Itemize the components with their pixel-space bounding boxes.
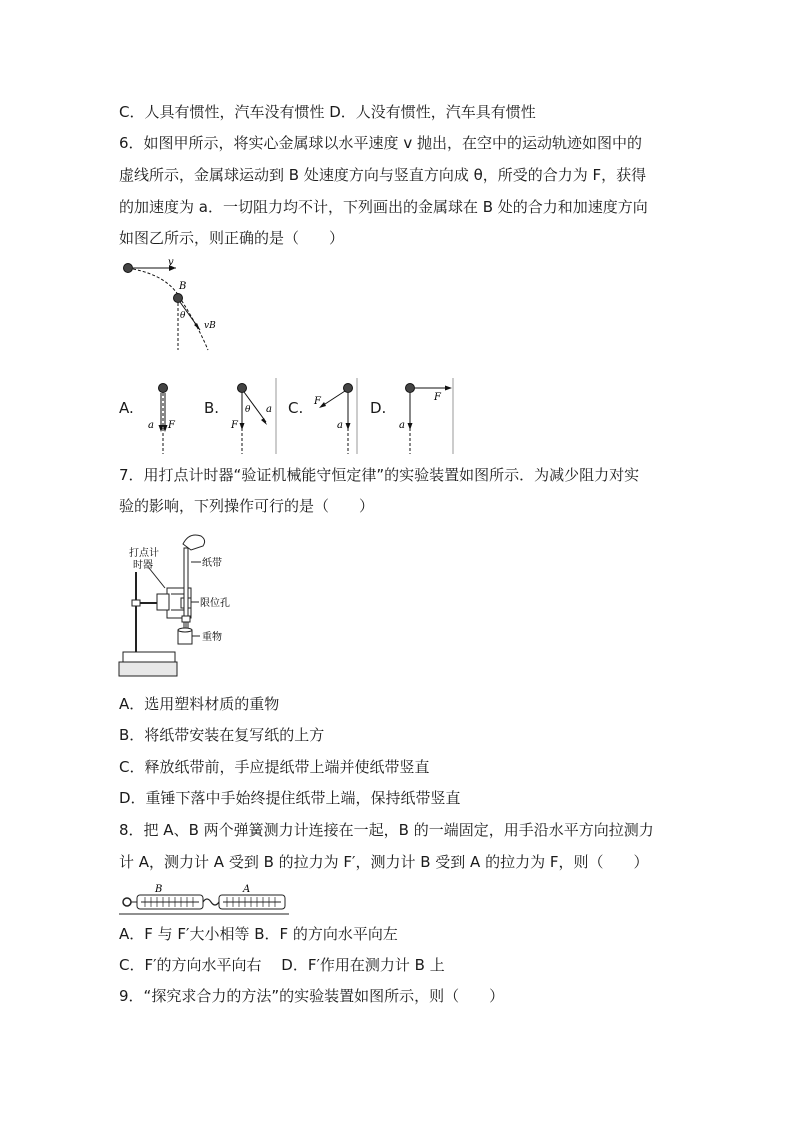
q6-option-b-letter: B. <box>204 399 220 417</box>
q8-options-c-d: C．F′的方向水平向右 D．F′作用在测力计 B 上 <box>119 956 445 974</box>
q6-option-d-figure <box>390 378 460 454</box>
q6-stem-line-2: 虚线所示，金属球运动到 B 处速度方向与竖直方向成 θ，所受的合力为 F，获得 <box>119 166 647 184</box>
q6-option-d-letter: D. <box>370 399 387 417</box>
acceleration-label: a <box>148 420 154 431</box>
q7-option-c: C．释放纸带前，手应提纸带上端并使纸带竖直 <box>119 758 430 776</box>
acceleration-label: a <box>266 404 272 415</box>
force-label: F <box>434 392 441 403</box>
ball-b-icon <box>174 294 183 303</box>
force-label: F <box>314 396 321 407</box>
weight-label: 重物 <box>202 632 222 643</box>
velocity-label: v <box>168 257 174 268</box>
q8-stem-line-2: 计 A，测力计 A 受到 B 的拉力为 F′，测力计 B 受到 A 的拉力为 F，则（ ） <box>119 853 649 871</box>
q6-option-b-figure <box>222 378 278 454</box>
q6-stem-line-1: 6．如图甲所示，将实心金属球以水平速度 v 抛出，在空中的运动轨迹如图中的 <box>119 134 642 152</box>
q6-option-a-letter: A. <box>119 399 134 417</box>
theta-label: θ <box>180 311 186 321</box>
q7-option-a: A．选用塑料材质的重物 <box>119 695 280 713</box>
scale-a-label: A <box>243 884 251 895</box>
q7-apparatus-figure <box>119 530 239 680</box>
q7-stem-line-2: 验的影响，下列操作可行的是（ ） <box>119 497 375 515</box>
q5-options-c-d: C．人具有惯性，汽车没有惯性 D．人没有惯性，汽车具有惯性 <box>119 103 536 121</box>
q6-stem-line-3: 的加速度为 a．一切阻力均不计，下列画出的金属球在 B 处的合力和加速度方向 <box>119 198 648 216</box>
q8-stem-line-1: 8．把 A、B 两个弹簧测力计连接在一起，B 的一端固定，用手沿水平方向拉测力 <box>119 821 654 839</box>
scale-b-label: B <box>155 884 163 895</box>
q6-option-c-figure <box>302 378 366 454</box>
q8-spring-scales-figure <box>119 882 291 916</box>
q6-option-a-figure <box>140 378 180 454</box>
acceleration-label: a <box>399 420 405 431</box>
q9-stem: 9．“探究求合力的方法”的实验装置如图所示，则（ ） <box>119 987 505 1005</box>
q7-option-d: D．重锤下落中手始终提住纸带上端，保持纸带竖直 <box>119 789 461 807</box>
q7-stem-line-1: 7．用打点计时器“验证机械能守恒定律”的实验装置如图所示．为减少阻力对实 <box>119 466 640 484</box>
theta-label: θ <box>245 405 251 415</box>
q8-options-a-b: A．F 与 F′大小相等 B．F 的方向水平向左 <box>119 925 398 943</box>
force-label: F <box>168 420 175 431</box>
acceleration-label: a <box>337 420 343 431</box>
q7-option-b: B．将纸带安装在复写纸的上方 <box>119 726 325 744</box>
tape-label: 纸带 <box>202 558 222 569</box>
timer-label-line1: 打点计 <box>129 548 159 559</box>
q6-trajectory-figure <box>118 254 228 354</box>
limit-hole-label: 限位孔 <box>200 598 230 609</box>
force-label: F <box>231 420 238 431</box>
q6-stem-line-4: 如图乙所示，则正确的是（ ） <box>119 229 345 247</box>
ball-start-icon <box>124 264 133 273</box>
q6-option-c-letter: C. <box>288 399 304 417</box>
timer-label-line2: 时器 <box>133 560 153 571</box>
point-b-label: B <box>179 281 187 292</box>
velocity-b-label: vB <box>204 321 216 331</box>
